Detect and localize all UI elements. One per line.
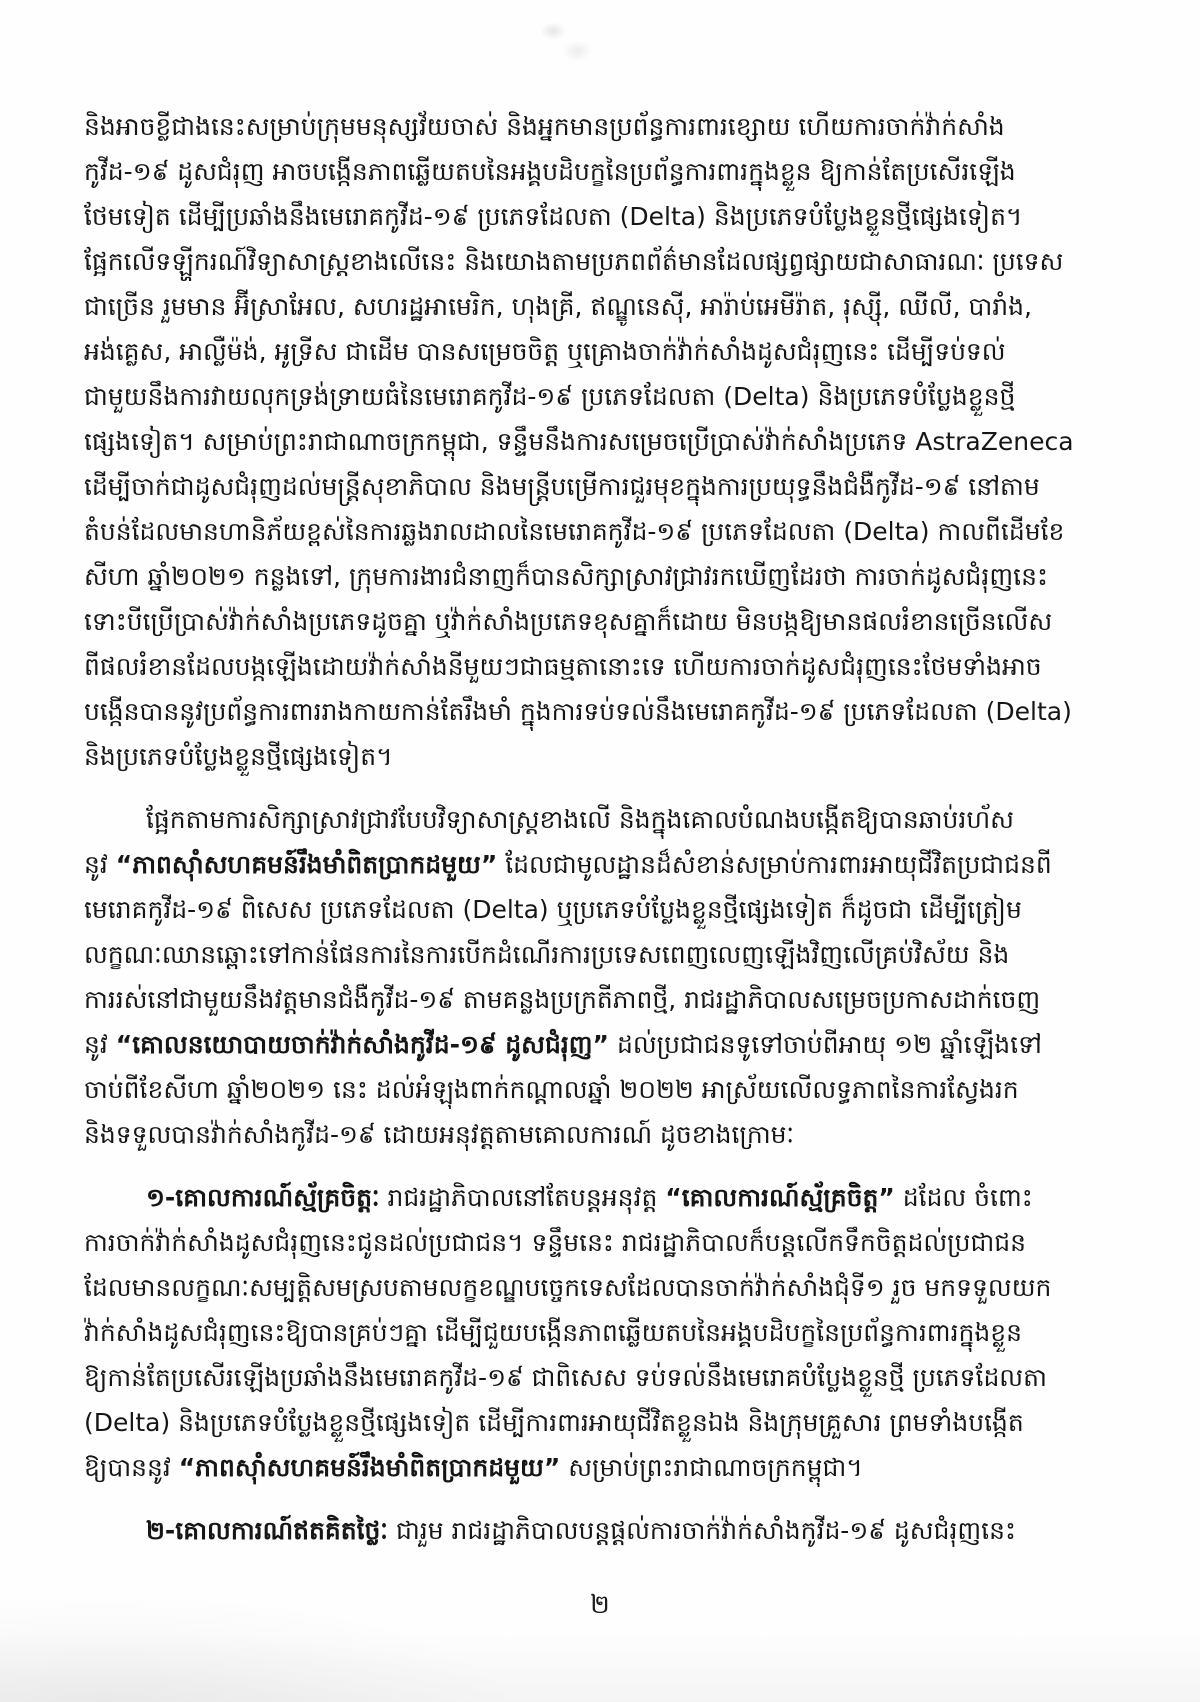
text-line — [84, 509, 1124, 554]
text-line — [84, 1175, 1124, 1220]
text-line — [84, 1310, 1124, 1355]
text-run: កូវីដ-១៩ ដូសជំរុញ អាចបង្កើនភាពឆ្លើយតបនៃអង្គបដិបក្ខនៃប្រព័ន្ធការពារក្នុងខ្លួន ឱ្យកាន់តែប្រសើរឡើង — [84, 157, 1016, 186]
text-run: សីហា ឆ្នាំ២០២១ កន្លងទៅ, ក្រុមការងារជំនាញក៏បានសិក្សាស្រាវជ្រាវរកឃើញដែរថា ការចាក់ដូសជំរុញនេះ — [84, 562, 1048, 591]
bold-text-run: ១-គោលការណ៍ស្ម័គ្រចិត្តៈ — [146, 1183, 380, 1212]
text-run: រាជរដ្ឋាភិបាលនៅតែបន្តអនុវត្ត — [379, 1183, 666, 1212]
text-line — [84, 689, 1124, 734]
text-line — [84, 644, 1124, 689]
text-run: ថែមទៀត ដើម្បីប្រឆាំងនឹងមេរោគកូវីដ-១៩ ប្រភេទដែលតា (Delta) និងប្រភេទបំប្លែងខ្លួនថ្មីផ្សេងទៀត។ — [84, 202, 1023, 231]
text-run: ពីផលរំខានដែលបង្កឡើងដោយវ៉ាក់សាំងនីមួយៗជាធម្មតានោះទេ ហើយការចាក់ដូសជំរុញនេះថែមទាំងអាច — [84, 652, 1042, 681]
text-run: ការរស់នៅជាមួយនឹងវត្តមានជំងឺកូវីដ-១៩ តាមគន្លងប្រក្រតីភាពថ្មី, រាជរដ្ឋាភិបាលសម្រេចប្រកាសដាក់ចេញ — [84, 985, 1041, 1014]
page-number: ២ — [590, 1590, 610, 1620]
scan-smudge — [562, 40, 592, 62]
document-body — [84, 104, 1124, 1571]
text-line — [84, 842, 1124, 887]
text-line — [84, 734, 1124, 779]
text-run: ដដែល ចំពោះ — [894, 1183, 1033, 1212]
text-run: (Delta) និងប្រភេទបំប្លែងខ្លួនថ្មីផ្សេងទៀត ដើម្បីការពារអាយុជីវិតខ្លួនឯង និងក្រុមគ្រួសារ ព្រមទាំងបង្កើត — [84, 1408, 1024, 1437]
text-run: និងប្រភេទបំប្លែងខ្លួនថ្មីផ្សេងទៀត។ — [84, 742, 393, 771]
text-run: វ៉ាក់សាំងដូសជំរុញនេះឱ្យបានគ្រប់ៗគ្នា ដើម្បីជួយបង្កើនភាពឆ្លើយតបនៃអង្គបដិបក្ខនៃប្រព័ន្ធការពារក្នុងខ្លួន — [84, 1318, 1023, 1347]
text-line — [84, 1265, 1124, 1310]
text-run: និងអាចខ្លីជាងនេះសម្រាប់ក្រុមមនុស្សវ័យចាស់ និងអ្នកមានប្រព័ន្ធការពារខ្សោយ ហើយការចាក់វ៉ាក់សាំង — [84, 112, 1005, 141]
text-line — [84, 194, 1124, 239]
text-line — [84, 419, 1124, 464]
text-line — [84, 1445, 1124, 1490]
text-line — [84, 464, 1124, 509]
text-line — [84, 1022, 1124, 1067]
text-run: ផ្សេងទៀត។ សម្រាប់ព្រះរាជាណាចក្រកម្ពុជា, ទន្ទឹមនឹងការសម្រេចប្រើប្រាស់វ៉ាក់សាំងប្រភេទ AstraZeneca — [84, 427, 1074, 456]
text-run: ផ្អែកលើទឡ្ហីករណ៍វិទ្យាសាស្ត្រខាងលើនេះ និងយោងតាមប្រភពព័ត៌មានដែលផ្សព្វផ្សាយជាសាធារណៈ ប្រទេស — [84, 247, 1064, 276]
text-line — [84, 977, 1124, 1022]
text-line — [84, 104, 1124, 149]
text-line — [84, 284, 1124, 329]
text-run: ដល់ប្រជាជនទូទៅចាប់ពីអាយុ ១២ ឆ្នាំឡើងទៅ — [609, 1030, 1042, 1059]
text-line — [84, 599, 1124, 644]
paragraph — [84, 1508, 1124, 1553]
text-run: បង្កើនបាននូវប្រព័ន្ធការពាររាងកាយកាន់តែរឹងមាំ ក្នុងការទប់ទល់នឹងមេរោគកូវីដ-១៩ ប្រភេទដែលតា (Delta) — [84, 697, 1072, 726]
text-line — [84, 1112, 1124, 1157]
text-run: ជាច្រើន រួមមាន អ៊ីស្រាអែល, សហរដ្ឋអាមេរិក, ហុងគ្រី, ឥណ្ឌូនេស៊ី, អារ៉ាប់អេមីរ៉ាត, រុស្ស៊ី, ឈីលី, បារាំង, — [84, 292, 1032, 321]
text-run: អង់គ្លេស, អាល្លឺម៉ង់, អូទ្រីស ជាដើម បានសម្រេចចិត្ត ឬគ្រោងចាក់វ៉ាក់សាំងដូសជំរុញនេះ ដើម្បីទប់ទល់ — [84, 337, 1006, 366]
text-run: សម្រាប់ព្រះរាជាណាចក្រកម្ពុជា។ — [560, 1453, 863, 1482]
text-line — [84, 554, 1124, 599]
text-run: ដើម្បីចាក់ជាដូសជំរុញដល់មន្ត្រីសុខាភិបាល និងមន្ត្រីបម្រើការជួរមុខក្នុងការប្រយុទ្ធនឹងជំងឺកូវីដ-១៩ នៅតាម — [84, 472, 1040, 501]
text-line — [84, 239, 1124, 284]
text-line — [84, 932, 1124, 977]
text-line — [84, 149, 1124, 194]
text-run: ឱ្យកាន់តែប្រសើរឡើងប្រឆាំងនឹងមេរោគកូវីដ-១៩ ជាពិសេស ទប់ទល់នឹងមេរោគបំប្លែងខ្លួនថ្មី ប្រភេទដែលតា — [84, 1363, 1047, 1392]
scan-smudge — [540, 22, 566, 40]
text-run: ដែលមានលក្ខណៈសម្បត្តិសមស្របតាមលក្ខខណ្ឌបច្ចេកទេសដែលបានចាក់វ៉ាក់សាំងជុំទី១ រួច មកទទួលយក — [84, 1273, 1052, 1302]
paragraph — [84, 1175, 1124, 1490]
text-run: និងទទួលបានវ៉ាក់សាំងកូវីដ-១៩ ដោយអនុវត្តតាមគោលការណ៍ ដូចខាងក្រោមៈ — [84, 1120, 795, 1149]
text-line — [84, 797, 1124, 842]
text-run: ជារួម រាជរដ្ឋាភិបាលបន្តផ្តល់ការចាក់វ៉ាក់សាំងកូវីដ-១៩ ដូសជំរុញនេះ — [388, 1516, 1016, 1545]
text-run: ជាមួយនឹងការវាយលុកទ្រង់ទ្រាយធំនៃមេរោគកូវីដ-១៩ ប្រភេទដែលតា (Delta) និងប្រភេទបំប្លែងខ្លួនថ្មី — [84, 382, 1016, 411]
bold-text-run: “គោលនយោបាយចាក់វ៉ាក់សាំងកូវីដ-១៩ ដូសជំរុញ” — [115, 1030, 609, 1059]
bold-text-run: “ភាពស៊ាំសហគមន៍រឹងមាំពិតប្រាកដមួយ” — [178, 1453, 561, 1482]
text-run: ទោះបីប្រើប្រាស់វ៉ាក់សាំងប្រភេទដូចគ្នា ឬវ៉ាក់សាំងប្រភេទខុសគ្នាក៏ដោយ មិនបង្កឱ្យមានផលរំខានច្រើនលើស — [84, 607, 1053, 636]
text-line — [84, 1400, 1124, 1445]
text-run: នូវ — [84, 1030, 116, 1059]
text-run: ដែលជាមូលដ្ឋានដ៏សំខាន់សម្រាប់ការពារអាយុជីវិតប្រជាជនពី — [497, 850, 1052, 879]
text-line — [84, 887, 1124, 932]
text-run: នូវ — [84, 850, 116, 879]
paragraph — [84, 104, 1124, 779]
bold-text-run: “ភាពស៊ាំសហគមន៍រឹងមាំពិតប្រាកដមួយ” — [115, 850, 498, 879]
text-line — [84, 1508, 1124, 1553]
text-run: ផ្អែកតាមការសិក្សាស្រាវជ្រាវបែបវិទ្យាសាស្ត្រខាងលើ និងក្នុងគោលបំណងបង្កើតឱ្យបានឆាប់រហ័ស — [146, 805, 1014, 834]
text-run: លក្ខណៈឈានឆ្ពោះទៅកាន់ផែនការនៃការបើកដំណើរការប្រទេសពេញលេញឡើងវិញលើគ្រប់វិស័យ និង — [84, 940, 1010, 969]
text-line — [84, 374, 1124, 419]
text-line — [84, 1355, 1124, 1400]
text-run: ការចាក់វ៉ាក់សាំងដូសជំរុញនេះជូនដល់ប្រជាជន។ ទន្ទឹមនេះ រាជរដ្ឋាភិបាលក៏បន្តលើកទឹកចិត្តដល់ប្រជាជន — [84, 1228, 1027, 1257]
bold-text-run: “គោលការណ៍ស្ម័គ្រចិត្ត” — [665, 1183, 895, 1212]
text-run: ចាប់ពីខែសីហា ឆ្នាំ២០២១ នេះ ដល់អំឡុងពាក់កណ្តាលឆ្នាំ ២០២២ អាស្រ័យលើលទ្ធភាពនៃការស្វែងរក — [84, 1075, 1019, 1104]
text-line — [84, 1220, 1124, 1265]
text-run: តំបន់ដែលមានហានិភ័យខ្ពស់នៃការឆ្លងរាលដាលនៃមេរោគកូវីដ-១៩ ប្រភេទដែលតា (Delta) កាលពីដើមខែ — [84, 517, 1065, 546]
text-run: មេរោគកូវីដ-១៩ ពិសេស ប្រភេទដែលតា (Delta) ឬប្រភេទបំប្លែងខ្លួនថ្មីផ្សេងទៀត ក៏ដូចជា ដើម្បីត្រៀម — [84, 895, 1022, 924]
bold-text-run: ២-គោលការណ៍ឥតគិតថ្លៃៈ — [146, 1516, 389, 1545]
scan-shadow — [0, 1632, 1200, 1702]
paragraph — [84, 797, 1124, 1157]
text-line — [84, 329, 1124, 374]
text-line — [84, 1067, 1124, 1112]
text-run: ឱ្យបាននូវ — [84, 1453, 179, 1482]
